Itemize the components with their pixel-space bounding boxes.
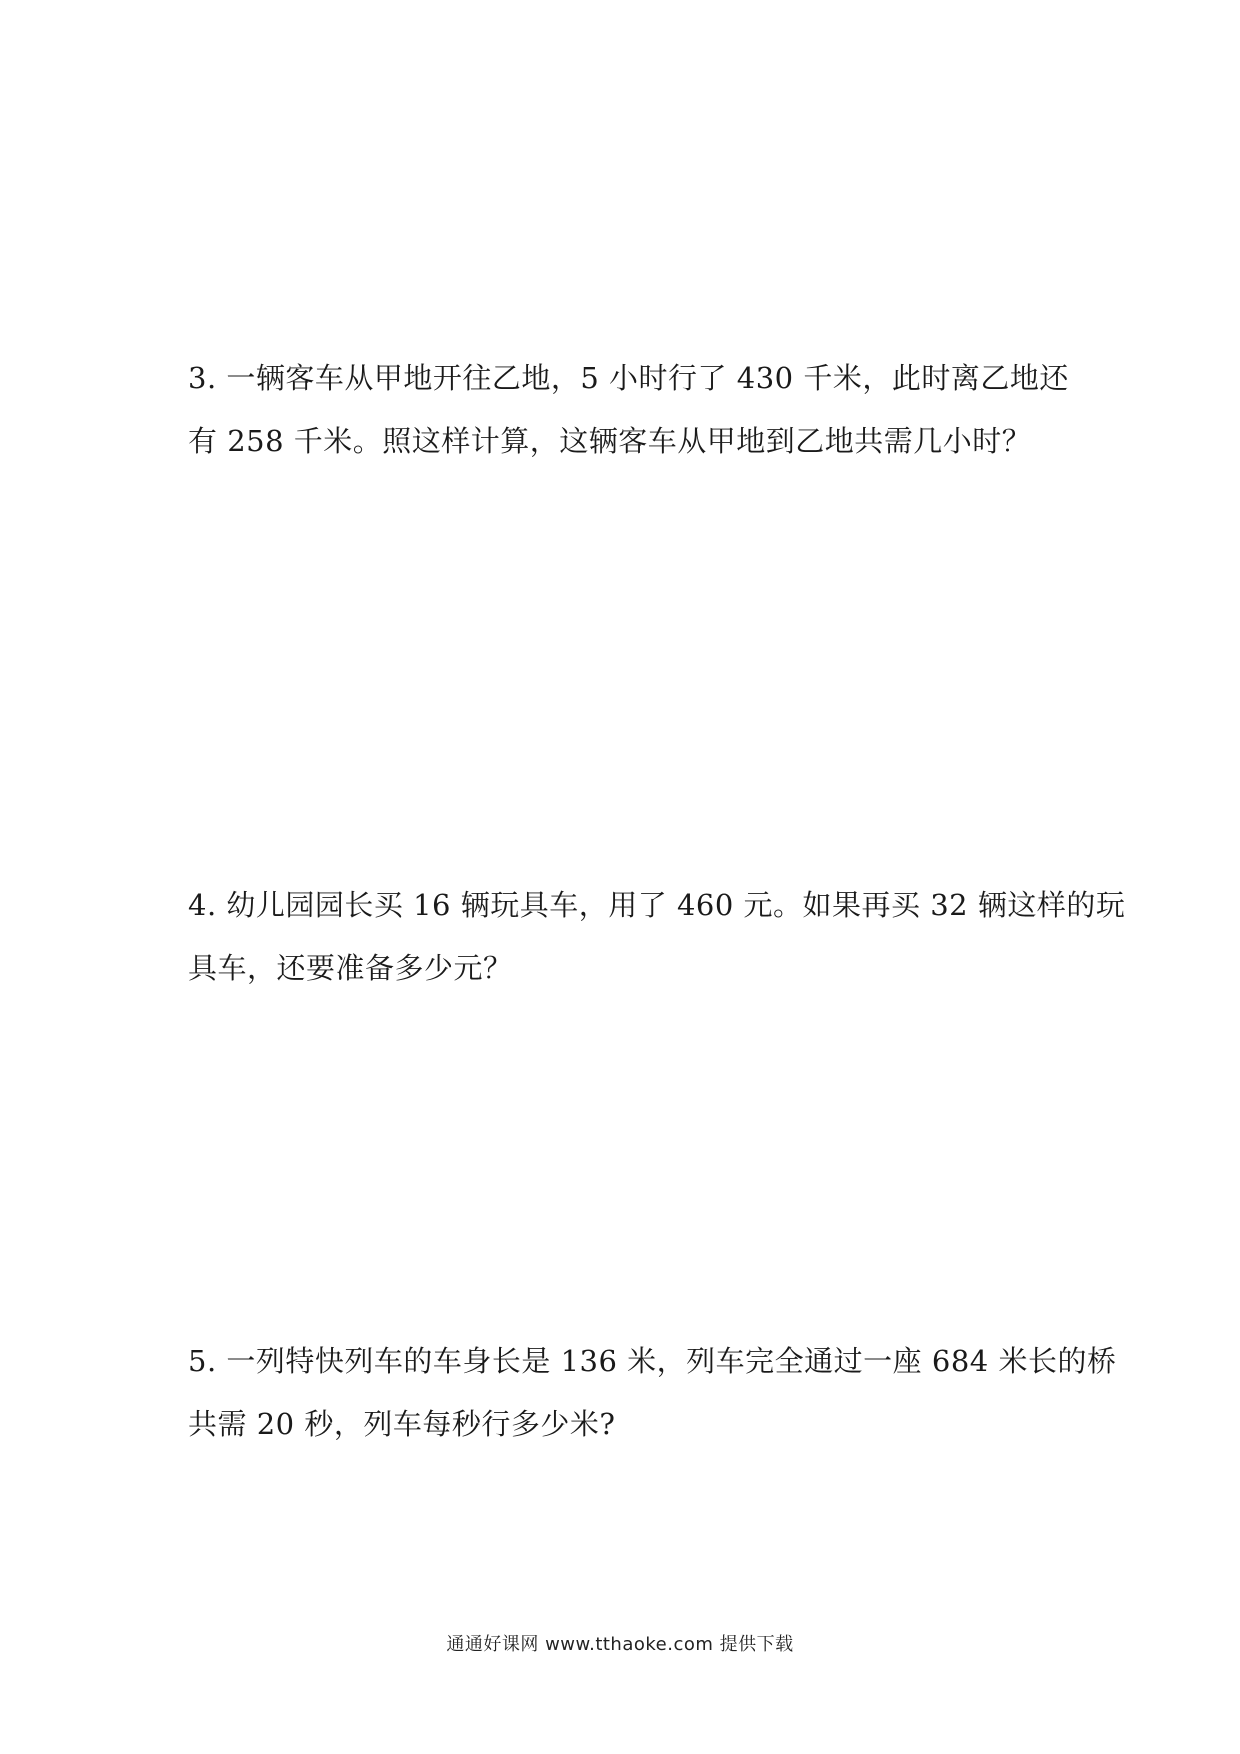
page-footer: 通通好课网 www.tthaoke.com 提供下载 [446,1634,794,1655]
problem-3-line-2: 有 258 千米。照这样计算，这辆客车从甲地到乙地共需几小时？ [188,424,1032,458]
problem-5-line-1: 5. 一列特快列车的车身长是 136 米，列车完全通过一座 684 米长的桥 [188,1344,1117,1378]
problem-4-line-2: 具车，还要准备多少元？ [188,951,513,985]
problem-4-line-1: 4. 幼儿园园长买 16 辆玩具车，用了 460 元。如果再买 32 辆这样的玩 [188,888,1126,922]
problem-3 [188,347,1069,473]
problem-3-line-1: 3. 一辆客车从甲地开往乙地，5 小时行了 430 千米，此时离乙地还 [188,361,1069,395]
problem-5 [188,1330,1117,1456]
problem-5-line-2: 共需 20 秒，列车每秒行多少米? [188,1407,616,1441]
problem-4 [188,874,1126,1000]
